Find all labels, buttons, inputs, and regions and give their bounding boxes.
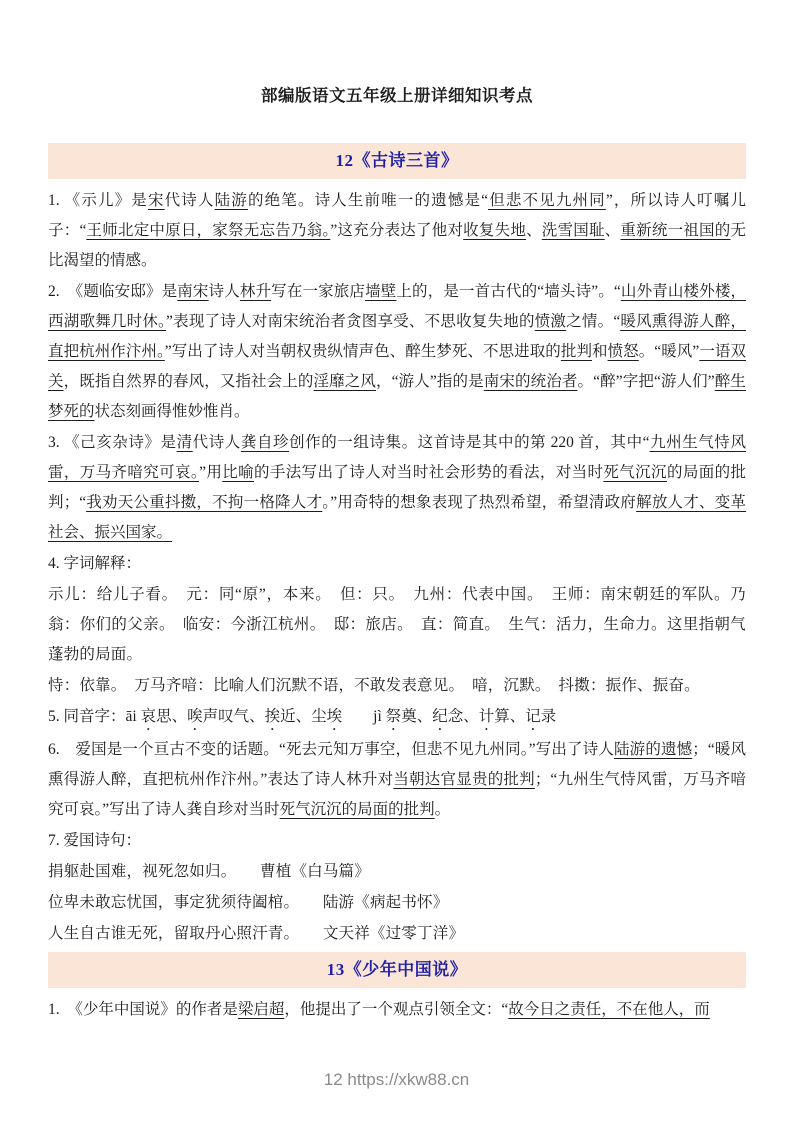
dot-emphasis-text: 纪 — [432, 708, 448, 725]
text-run: ”这充分表达了他对 — [330, 222, 464, 239]
dot-emphasis-text: 祭 — [385, 708, 402, 725]
underlined-text: 洗雪国耻 — [541, 222, 605, 239]
text-run: 示儿：给儿子看。 元：同“原”，本来。 但：只。 九州：代表中国。 王师：南宋朝廷的军队。乃翁：你们的父亲。 临安：今浙江杭州。 邸：旅店。 直：简直。 生气：活力，生命力。这里指朝气蓬勃的局面。 — [48, 586, 746, 663]
text-run: 之情。“ — [566, 313, 621, 330]
underlined-text: 愤激 — [534, 313, 567, 330]
poem-line-2 — [48, 888, 746, 918]
underlined-text: 愤怒 — [607, 343, 639, 360]
text-run: 5. 同音字：āi — [48, 708, 141, 725]
text-run: 声叹气、 — [202, 708, 265, 725]
text-run: 的手法写出了诗人对当时社会形势的看法，对当时 — [254, 464, 604, 481]
underlined-text: 比喻 — [222, 464, 254, 481]
text-run: 念、 — [447, 708, 479, 725]
text-run: 7. 爱国诗句： — [48, 832, 142, 849]
text-run: 2. 《题临安邸》是 — [48, 283, 178, 300]
text-run: 1. 《少年中国说》的作者是 — [48, 1001, 238, 1018]
underlined-text: 暖风熏得游人醉，直把杭州作汴州。 — [48, 313, 746, 360]
text-run: 代诗人 — [164, 192, 215, 209]
page-title: 部编版语文五年级上册详细知识考点 — [261, 86, 533, 105]
text-run: 、 — [526, 222, 542, 239]
section-heading: 13《少年中国说》 — [326, 960, 468, 979]
underlined-text: 醉生梦死的 — [48, 373, 746, 420]
underlined-text: 死气沉沉的局面的批判 — [279, 801, 435, 818]
text-run: 代诗人 — [192, 434, 241, 451]
text-run: ”写出了诗人对当朝权贵纵情声色、醉生梦死、不思进取的 — [164, 343, 561, 360]
underlined-text: 梁启超 — [237, 1001, 285, 1018]
text-run: 恃：依靠。 万马齐喑：比喻人们沉默不语，不敢发表意见。 喑，沉默。 抖擞：振作、振奋。 — [48, 677, 700, 694]
dot-emphasis-text: 记 — [525, 708, 541, 725]
text-run: 。“醉”字把“游人们” — [577, 373, 715, 390]
item-1 — [48, 186, 746, 276]
underlined-text: 一语双关 — [48, 343, 746, 390]
text-run: 捐躯赴国难，视死忽如归。 曹植《白马篇》 — [48, 863, 370, 880]
underlined-text: 宋 — [147, 192, 165, 209]
text-run: ；“九州生气恃风雷，万马齐喑究可哀。”写出了诗人龚自珍对当时 — [48, 771, 746, 818]
text-run: 人生自古谁无死，留取丹心照汗青。 文天祥《过零丁洋》 — [48, 925, 465, 942]
text-run: 位卑未敢忘忧国，事定犹须待阖棺。 陆游《病起书怀》 — [48, 894, 449, 911]
underlined-text: 山外青山楼外楼，西湖歌舞几时休。 — [48, 283, 746, 330]
text-run: ，既指自然界的春风，又指社会上的 — [63, 373, 314, 390]
dot-emphasis-text: 埃 — [326, 708, 343, 725]
underlined-text: 陆游 — [214, 192, 248, 209]
text-run: 和 — [592, 343, 608, 360]
section-heading-band — [48, 952, 746, 988]
text-run: ”表现了诗人对南宋统治者贪图享受、不思收复失地的 — [166, 313, 535, 330]
dot-emphasis-text: 哀 — [140, 708, 157, 725]
section-heading: 12《古诗三首》 — [335, 151, 459, 170]
underlined-text: 南宋 — [177, 283, 209, 300]
text-run: 算、 — [494, 708, 526, 725]
underlined-text: 墙壁 — [365, 283, 397, 300]
sections-container — [48, 143, 746, 1025]
item-7 — [48, 826, 746, 856]
text-run: 创作的一组诗集。这首诗是其中的第 220 首，其中“ — [289, 434, 650, 451]
text-run: ，他提出了一个观点引领全文：“ — [284, 1001, 509, 1018]
underlined-text: 林升 — [239, 283, 272, 300]
dot-emphasis-text: 计 — [478, 708, 495, 725]
item-2 — [48, 277, 746, 427]
underlined-text: 收复失地 — [463, 222, 527, 239]
item-4 — [48, 549, 746, 579]
item-4-explanations-2 — [48, 671, 746, 701]
text-run: 状态刻画得惟妙惟肖。 — [94, 403, 250, 420]
text-run: jì — [342, 708, 386, 725]
text-run: 录 — [540, 708, 557, 725]
text-run: 近、尘 — [280, 708, 327, 725]
text-run: 写在一家旅店 — [271, 283, 366, 300]
text-run: 无比渴望的情感。 — [48, 222, 746, 269]
text-run: 3. 《己亥杂诗》是 — [48, 434, 177, 451]
section-heading-band — [48, 143, 746, 179]
item-5 — [48, 702, 746, 734]
dot-emphasis-text: 唉 — [187, 708, 203, 725]
item-3 — [48, 428, 746, 548]
text-run: ；“暖风熏得游人醉，直把杭州作汴州。”表达了诗人林升对 — [48, 741, 746, 788]
item-6 — [48, 735, 746, 825]
poem-line-3 — [48, 919, 746, 949]
dot-emphasis-text: 挨 — [264, 708, 281, 725]
item-4-explanations — [48, 580, 746, 670]
text-run: 6. 爱国是一个亘古不变的话题。“死去元知万事空，但悲不见九州同。”写出了诗人 — [48, 741, 615, 758]
underlined-text: 南宋的统治者 — [483, 373, 578, 390]
underlined-text: 解放人才、变革社会、振兴国家。 — [48, 494, 746, 541]
underlined-text: 淫靡之风 — [313, 373, 377, 390]
text-run: 诗人 — [208, 283, 240, 300]
text-run: 思、 — [156, 708, 188, 725]
text-run: 上的，是一首古代的“墙头诗”。“ — [396, 283, 621, 300]
text-run: 1. 《示儿》是 — [48, 192, 148, 209]
text-run: 奠、 — [401, 708, 433, 725]
text-run: 的局面的批判；“ — [48, 464, 746, 511]
underlined-text: 当朝达官显贵的批判 — [393, 771, 535, 788]
text-run: 。 — [434, 801, 451, 818]
item-1 — [48, 995, 746, 1025]
text-run: ”用 — [199, 464, 223, 481]
text-run: 。“暖风” — [638, 343, 700, 360]
text-run: ，“游人”指的是 — [376, 373, 484, 390]
text-run: 4. 字词解释： — [48, 555, 142, 572]
underlined-text: 批判 — [560, 343, 593, 360]
poem-line-1 — [48, 857, 746, 887]
text-run: 的绝笔。诗人生前唯一的遗憾是“ — [247, 192, 489, 209]
underlined-text: 龚自珍 — [240, 434, 290, 451]
underlined-text: 重新统一祖国的 — [620, 222, 731, 239]
underlined-text: 九州生气恃风雷，万马齐喑究可哀。 — [48, 434, 746, 481]
text-run: 、 — [604, 222, 621, 239]
underlined-text: 王师北定中原日，家祭无忘告乃翁。 — [86, 222, 331, 239]
underlined-text: 故今日之责任，不在他人，而 — [508, 1001, 710, 1018]
text-run: ”，所以诗人叮嘱儿子：“ — [48, 192, 746, 239]
page-footer: 12 https://xkw88.cn — [323, 1070, 470, 1089]
underlined-text: 清 — [176, 434, 193, 451]
underlined-text: 死气沉沉 — [603, 464, 667, 481]
underlined-text: 但悲不见九州同 — [488, 192, 606, 209]
underlined-text: 我劝天公重抖擞，不拘一格降人才 — [86, 494, 323, 511]
underlined-text: 陆游的遗憾 — [614, 741, 693, 758]
text-run: 。”用奇特的想象表现了热烈希望，希望清政府 — [322, 494, 637, 511]
